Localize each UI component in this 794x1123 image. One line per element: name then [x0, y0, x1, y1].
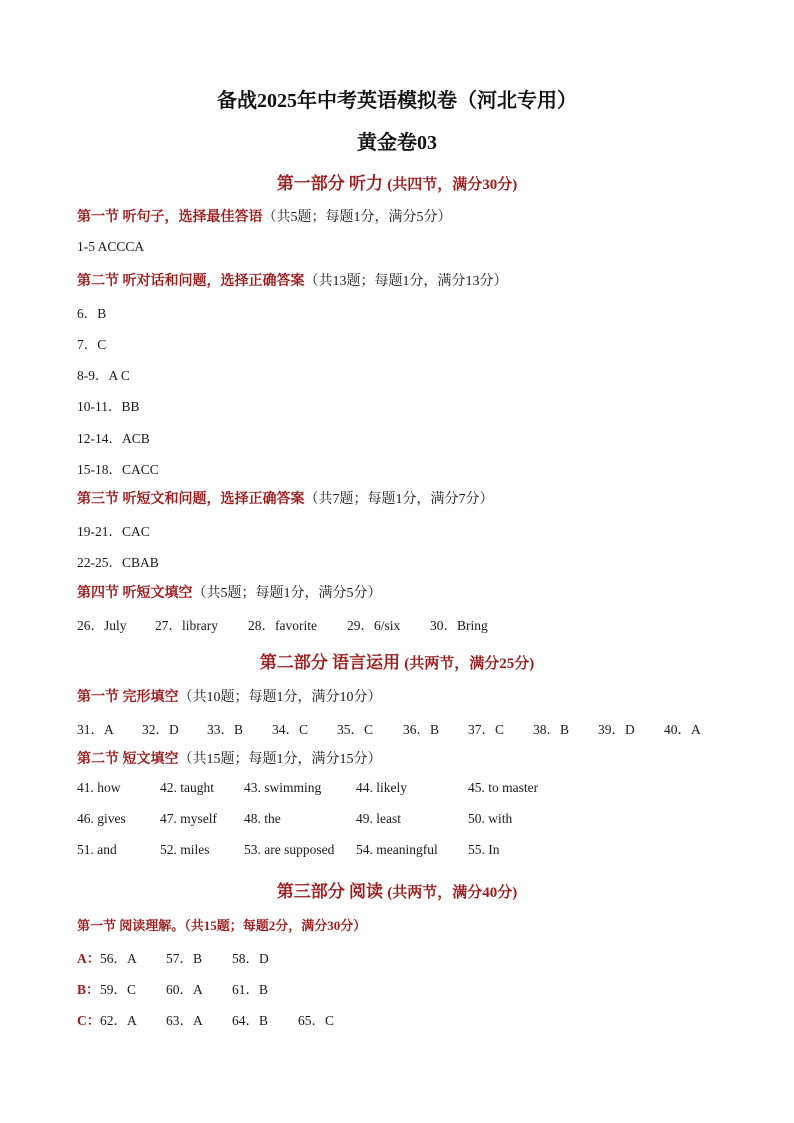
answer-item: 45. to master [468, 780, 539, 795]
answer-item: 41. how [77, 780, 121, 795]
section-label: 第四节 听短文填空 [77, 586, 193, 601]
answer-item: 65．C [298, 1013, 335, 1028]
answer-item: 52. miles [160, 842, 210, 857]
document-subtitle: 黄金卷03 [357, 132, 437, 154]
part2-heading-text: 第二部分 语言运用 [259, 653, 400, 672]
answer-item: 49. least [356, 811, 401, 826]
section-label: 第一节 阅读理解。 [77, 918, 185, 933]
part1-sec3-heading [77, 488, 494, 508]
section-label: 第一节 听句子，选择最佳答语 [77, 210, 263, 225]
part1-heading-text: 第一部分 听力 [276, 174, 383, 193]
answer-line: 15-18．CACC [77, 462, 159, 477]
answer-item: 62．A [100, 1013, 137, 1028]
section-note: （共15题；每题2分，满分30分） [184, 918, 367, 933]
part3-sec1-heading [77, 915, 366, 934]
answer-line: 12-14．ACB [77, 431, 150, 446]
document-title: 备战2025年中考英语模拟卷（河北专用） [217, 90, 577, 112]
part2-heading-note: (共两节，满分25分) [404, 656, 535, 672]
part1-heading-note: (共四节，满分30分) [387, 177, 518, 193]
answer-item: 27．library [155, 618, 218, 633]
answer-item: 42. taught [160, 780, 214, 795]
part2-heading [0, 648, 794, 673]
answer-item: 43. swimming [244, 780, 322, 795]
answer-item: 47. myself [160, 811, 217, 826]
answer-item: 44. likely [356, 780, 407, 795]
answer-item: 58．D [232, 951, 269, 966]
answer-item: 32．D [142, 722, 179, 737]
part3-heading-note: (共两节，满分40分) [387, 885, 518, 901]
part1-sec1-heading [77, 206, 452, 226]
answer-line: 8-9．A C [77, 368, 130, 383]
answer-item: 38．B [533, 722, 570, 737]
answer-item: 48. the [244, 811, 281, 826]
answer-item: 51. and [77, 842, 117, 857]
answer-item: 56．A [100, 951, 137, 966]
section-label: 第三节 听短文和问题，选择正确答案 [77, 492, 305, 507]
answer-item: 63．A [166, 1013, 203, 1028]
part1-heading [0, 169, 794, 194]
group-prefix: C： [77, 1013, 101, 1028]
section-label: 第二节 听对话和问题，选择正确答案 [77, 274, 305, 289]
answer-item: 29．6/six [347, 618, 401, 633]
answer-line: 1-5 ACCCA [77, 239, 145, 254]
group-prefix: B： [77, 982, 100, 997]
answer-line: 7．C [77, 337, 107, 352]
answer-item: 39．D [598, 722, 635, 737]
answer-line: 10-11．BB [77, 399, 140, 414]
answer-item: 30．Bring [430, 618, 488, 633]
answer-line: 6．B [77, 306, 107, 321]
answer-item: 57．B [166, 951, 203, 966]
answer-item: 60．A [166, 982, 203, 997]
part3-heading [0, 877, 794, 902]
section-note: （共5题；每题1分，满分5分） [192, 586, 382, 601]
answer-line: 19-21．CAC [77, 524, 150, 539]
answer-item: 46. gives [77, 811, 126, 826]
section-note: （共13题；每题1分，满分13分） [304, 274, 508, 289]
answer-item: 59．C [100, 982, 137, 997]
answer-line: 22-25．CBAB [77, 555, 159, 570]
answer-item: 61．B [232, 982, 269, 997]
answer-item: 54. meaningful [356, 842, 438, 857]
section-label: 第二节 短文填空 [77, 752, 179, 767]
part3-heading-text: 第三部分 阅读 [276, 882, 383, 901]
answer-item: 34．C [272, 722, 309, 737]
answer-item: 33．B [207, 722, 244, 737]
answer-item: 37．C [468, 722, 505, 737]
section-note: （共5题；每题1分，满分5分） [262, 210, 452, 225]
answer-item: 64．B [232, 1013, 269, 1028]
part2-sec2-heading [77, 748, 382, 768]
answer-item: 35．C [337, 722, 374, 737]
section-note: （共7题；每题1分，满分7分） [304, 492, 494, 507]
answer-item: 36．B [403, 722, 440, 737]
answer-item: 31．A [77, 722, 114, 737]
answer-item: 50. with [468, 811, 513, 826]
part1-sec2-heading [77, 270, 508, 290]
answer-item: 40．A [664, 722, 701, 737]
part1-sec4-heading [77, 582, 382, 602]
part2-sec1-heading [77, 686, 382, 706]
answer-item: 26．July [77, 618, 127, 633]
section-note: （共10题；每题1分，满分10分） [178, 690, 382, 705]
answer-item: 55. In [468, 842, 500, 857]
answer-item: 53. are supposed [244, 842, 335, 857]
section-label: 第一节 完形填空 [77, 690, 179, 705]
group-prefix: A： [77, 951, 101, 966]
section-note: （共15题；每题1分，满分15分） [178, 752, 382, 767]
answer-item: 28．favorite [248, 618, 317, 633]
